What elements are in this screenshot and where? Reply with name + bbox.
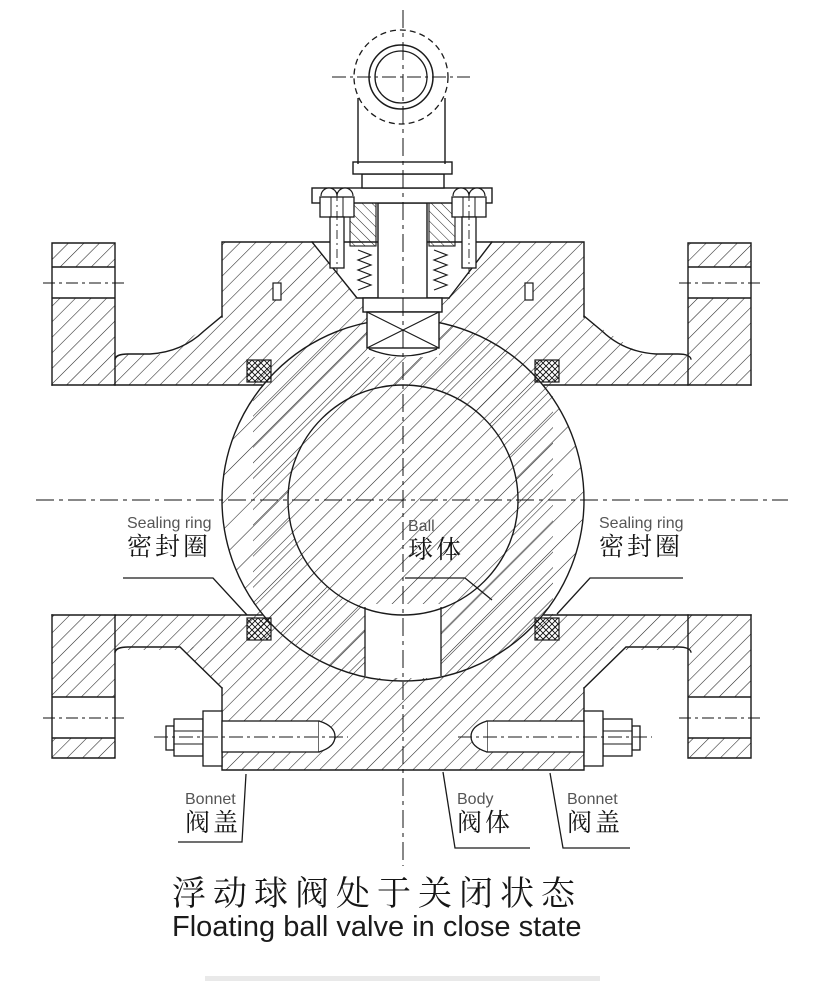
label-bonnet-left-en: Bonnet — [185, 791, 236, 808]
washer-right — [584, 711, 603, 766]
label-bonnet-right-en: Bonnet — [567, 791, 618, 808]
label-ball-en: Ball — [408, 518, 435, 535]
caption-english: Floating ball valve in close state — [172, 911, 582, 943]
label-sealing-ring-left-en: Sealing ring — [127, 515, 212, 532]
scan-artifact-bar — [205, 976, 600, 981]
packing-gland-right — [429, 203, 455, 246]
label-sealing-ring-left — [127, 516, 212, 561]
label-bonnet-left-zh: 阀盖 — [185, 809, 242, 837]
label-sealing-ring-right-zh: 密封圈 — [599, 533, 684, 561]
label-bonnet-right — [567, 792, 623, 837]
label-bonnet-left — [185, 792, 241, 837]
seat-ring-lower-left — [247, 618, 271, 640]
label-ball — [408, 519, 464, 564]
label-body-en: Body — [457, 791, 494, 808]
bolt-shank-right — [487, 721, 584, 752]
label-ball-zh: 球体 — [408, 536, 465, 564]
label-body — [457, 792, 513, 837]
caption-chinese: 浮动球阀处于关闭状态 — [172, 876, 582, 913]
bolt-shank-left — [222, 721, 319, 752]
seat-ring-lower-right — [535, 618, 559, 640]
label-sealing-ring-right — [599, 516, 684, 561]
hex-head-right — [603, 719, 632, 756]
washer-left — [203, 711, 222, 766]
seat-ring-upper-left — [247, 360, 271, 382]
label-body-zh: 阀体 — [457, 809, 514, 837]
label-sealing-ring-left-zh: 密封圈 — [127, 533, 212, 561]
hex-head-left — [174, 719, 203, 756]
stem-head — [332, 30, 470, 164]
seat-ring-upper-right — [535, 360, 559, 382]
label-bonnet-right-zh: 阀盖 — [567, 809, 624, 837]
label-sealing-ring-right-en: Sealing ring — [599, 515, 684, 532]
